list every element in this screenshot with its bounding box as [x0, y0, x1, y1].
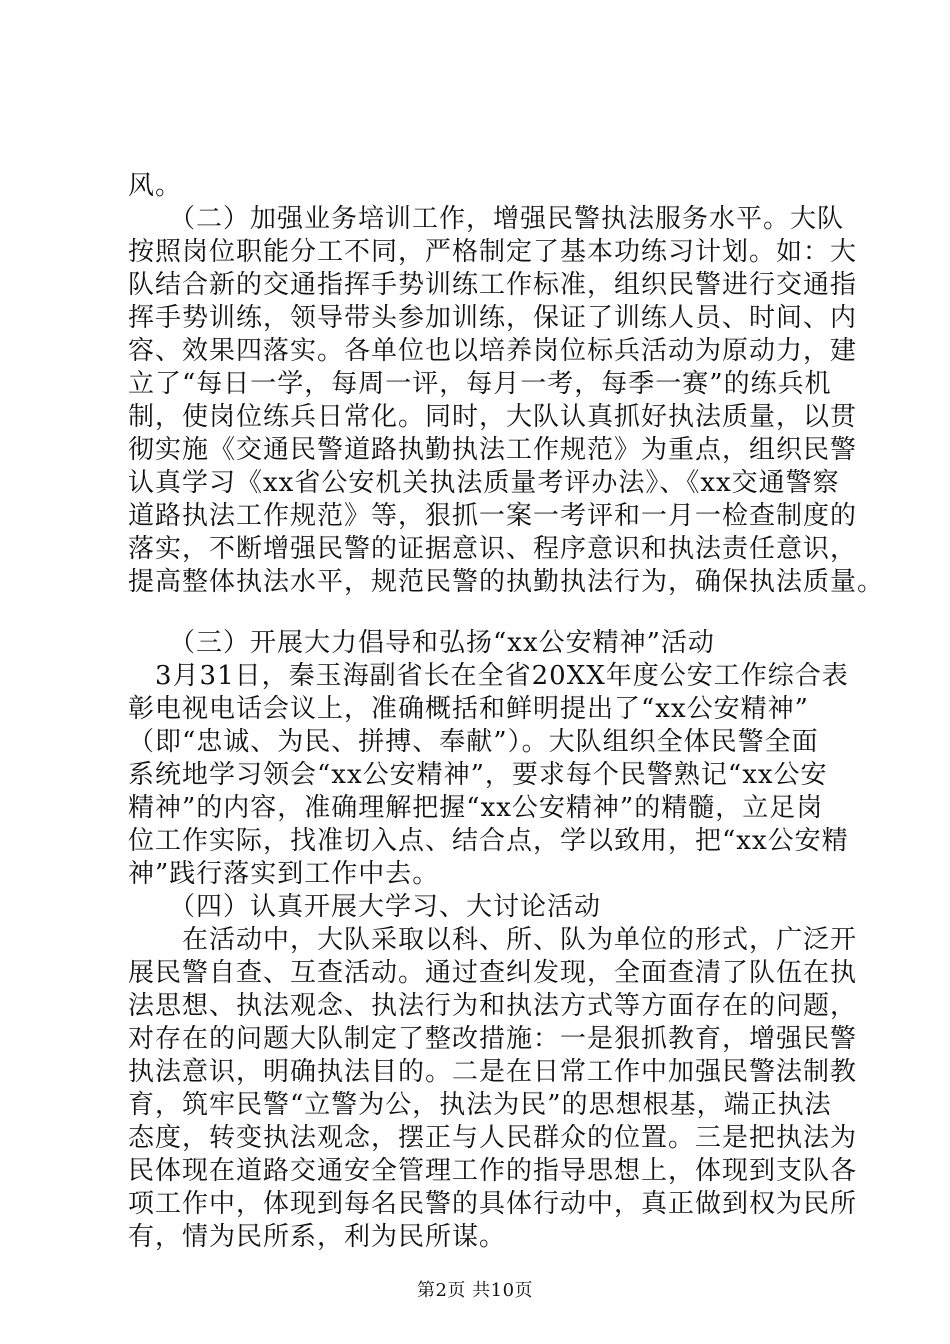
- body-line: 认真学习《xx省公安机关执法质量考评办法》、《xx交通警察: [128, 468, 840, 498]
- body-line: 挥手势训练，领导带头参加训练，保证了训练人员、时间、内: [128, 303, 858, 333]
- body-line: 神”践行落实到工作中去。: [128, 859, 440, 889]
- body-line: 法思想、执法观念、执法行为和执法方式等方面存在的问题，: [128, 991, 858, 1021]
- body-line: 育，筑牢民警“立警为公，执法为民”的思想根基，端正执法: [128, 1090, 832, 1120]
- body-line: 精神”的内容，准确理解把握“xx公安精神”的精髓，立足岗: [128, 793, 824, 823]
- body-line: （即“忠诚、为民、拼搏、奉献”）。大队组织全体民警全面: [128, 727, 819, 757]
- body-line: 彰电视电话会议上，准确概括和鲜明提出了“xx公安精神”: [128, 694, 809, 724]
- body-line: 按照岗位职能分工不同，严格制定了基本功练习计划。如：大: [128, 237, 858, 267]
- body-line: 系统地学习领会“xx公安精神”，要求每个民警熟记“xx公安: [128, 760, 828, 790]
- body-line: 有，情为民所系，利为民所谋。: [128, 1222, 507, 1252]
- body-line: 态度，转变执法观念，摆正与人民群众的位置。三是把执法为: [128, 1123, 858, 1153]
- body-line: 3月31日，秦玉海副省长在全省20XX年度公安工作综合表: [128, 661, 849, 691]
- page-number-footer: 第2页 共10页: [416, 1280, 534, 1301]
- body-line: 风。: [128, 171, 183, 201]
- body-line: 对存在的问题大队制定了整改措施：一是狠抓教育，增强民警: [128, 1024, 858, 1054]
- body-line: 展民警自查、互查活动。通过查纠发现，全面查清了队伍在执: [128, 958, 858, 988]
- body-line: 道路执法工作规范》等，狠抓一案一考评和一月一检查制度的: [128, 501, 858, 531]
- body-line: 在活动中，大队采取以科、所、队为单位的形式，广泛开: [128, 925, 858, 955]
- body-line: （二）加强业务培训工作，增强民警执法服务水平。大队: [128, 204, 845, 234]
- body-line: 执法意识，明确执法目的。二是在日常工作中加强民警法制教: [128, 1057, 858, 1087]
- body-line: 队结合新的交通指挥手势训练工作标准，组织民警进行交通指: [128, 270, 858, 300]
- body-line: 民体现在道路交通安全管理工作的指导思想上，体现到支队各: [128, 1156, 858, 1186]
- section-heading: （三）开展大力倡导和弘扬“xx公安精神”活动: [128, 628, 715, 658]
- body-line: 项工作中，体现到每名民警的具体行动中，真正做到权为民所: [128, 1189, 858, 1219]
- body-line: 彻实施《交通民警道路执勤执法工作规范》为重点，组织民警: [128, 435, 858, 465]
- body-line: 落实，不断增强民警的证据意识、程序意识和执法责任意识，: [128, 534, 858, 564]
- body-line: 制，使岗位练兵日常化。同时，大队认真抓好执法质量，以贯: [128, 402, 858, 432]
- section-heading: （四）认真开展大学习、大讨论活动: [128, 892, 602, 922]
- body-line: 立了“每日一学，每周一评，每月一考，每季一赛”的练兵机: [128, 369, 832, 399]
- body-line: 容、效果四落实。各单位也以培养岗位标兵活动为原动力，建: [128, 336, 858, 366]
- body-line: 位工作实际，找准切入点、结合点，学以致用，把“xx公安精: [128, 826, 849, 856]
- body-line: 提高整体执法水平，规范民警的执勤执法行为，确保执法质量。: [128, 567, 885, 597]
